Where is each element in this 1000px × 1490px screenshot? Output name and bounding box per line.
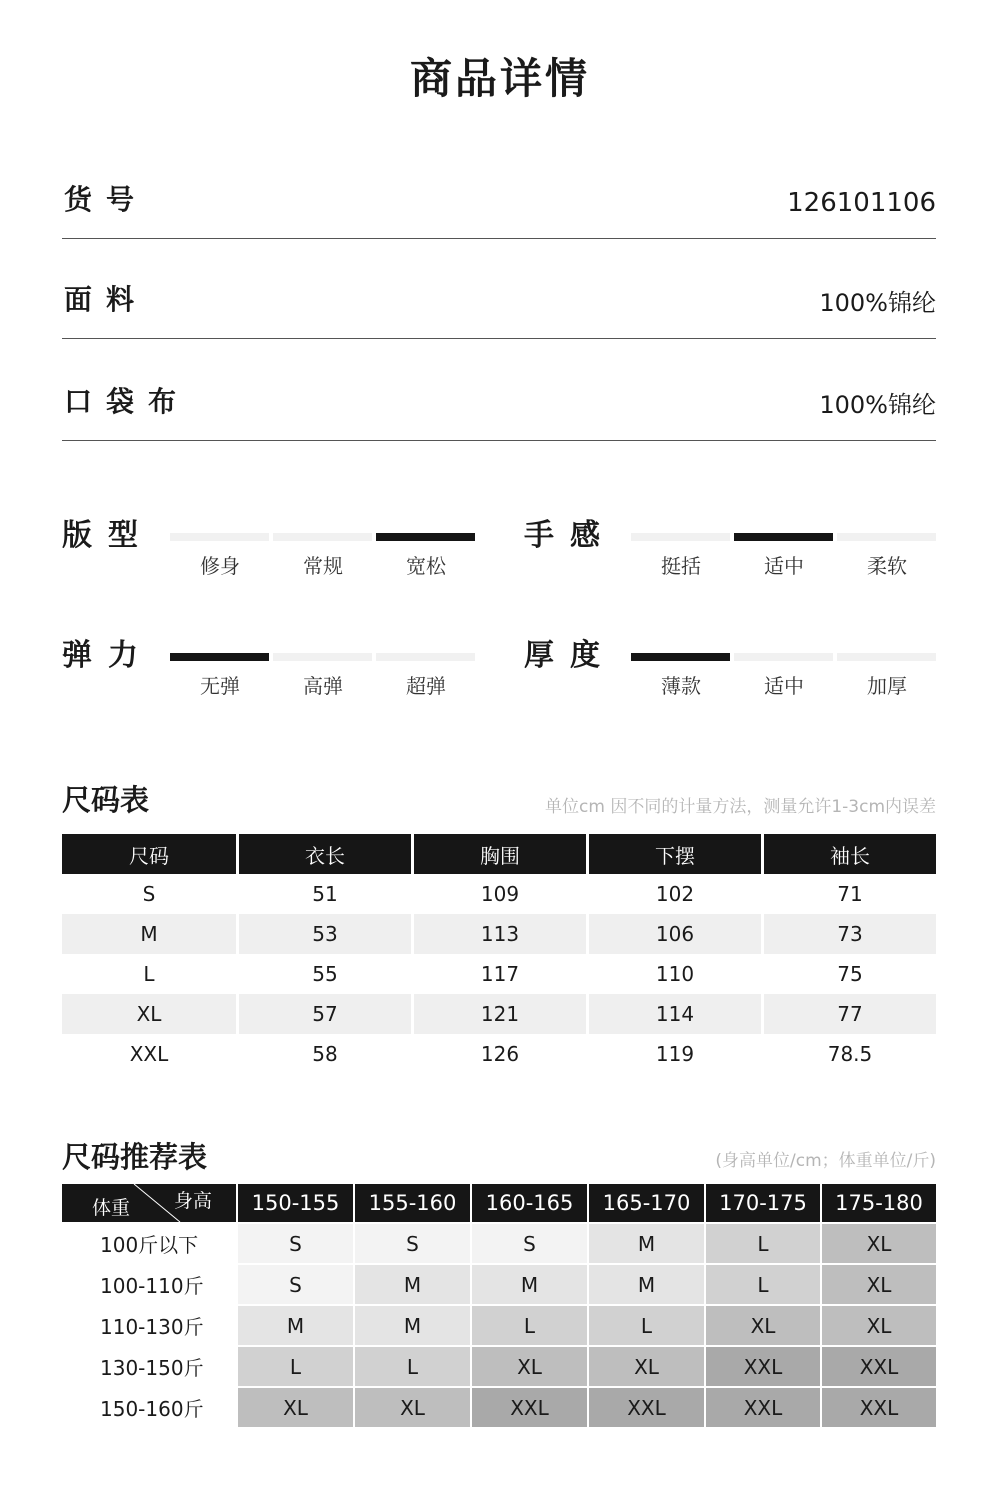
size-cell: XXL — [704, 1345, 820, 1386]
info-value: 100%锦纶 — [819, 289, 936, 317]
table-cell: XL — [62, 994, 236, 1034]
info-value: 126101106 — [787, 188, 936, 218]
table-row — [62, 1304, 936, 1345]
size-cell: M — [353, 1304, 470, 1345]
recommend-title: 尺码推荐表 — [62, 1140, 208, 1174]
size-chart-header: 胸围 — [411, 834, 586, 874]
table-row — [62, 994, 936, 1034]
attribute-option: 常规 — [303, 554, 343, 578]
size-cell: XXL — [820, 1345, 936, 1386]
size-cell: L — [470, 1304, 587, 1345]
size-cell: S — [236, 1222, 353, 1263]
attribute-scale-segment — [631, 653, 730, 661]
table-cell: 58 — [236, 1034, 411, 1074]
attribute-scale-segment — [273, 653, 372, 661]
attribute-label: 手感 — [524, 518, 616, 553]
attribute-scale-segment — [837, 533, 936, 541]
height-range-header: 175-180 — [820, 1184, 936, 1222]
weight-range-label: 130-150斤 — [62, 1345, 236, 1386]
corner-weight-label: 体重 — [92, 1197, 131, 1219]
size-chart-title: 尺码表 — [62, 783, 150, 817]
size-cell: XXL — [704, 1386, 820, 1427]
weight-range-label: 100-110斤 — [62, 1263, 236, 1304]
table-row — [62, 954, 936, 994]
size-cell: L — [353, 1345, 470, 1386]
table-cell: 78.5 — [761, 1034, 936, 1074]
size-cell: S — [470, 1222, 587, 1263]
attribute-option: 宽松 — [406, 554, 446, 578]
size-cell: L — [236, 1345, 353, 1386]
attribute-option: 高弹 — [303, 674, 343, 698]
table-cell: 53 — [236, 914, 411, 954]
attribute-option: 加厚 — [867, 674, 907, 698]
corner-header — [62, 1184, 236, 1222]
size-cell: M — [236, 1304, 353, 1345]
size-cell: XL — [820, 1222, 936, 1263]
recommend-table — [62, 1184, 936, 1427]
size-chart-header: 尺码 — [62, 834, 236, 874]
size-cell: XL — [820, 1304, 936, 1345]
height-range-header: 160-165 — [470, 1184, 587, 1222]
attribute-option: 适中 — [764, 674, 804, 698]
attribute-scale-segment — [734, 653, 833, 661]
attribute-scale-segment — [273, 533, 372, 541]
attribute-option: 薄款 — [661, 674, 701, 698]
size-chart-header: 下摆 — [586, 834, 761, 874]
table-cell: M — [62, 914, 236, 954]
size-cell: XL — [236, 1386, 353, 1427]
table-cell: 109 — [411, 874, 586, 914]
weight-range-label: 110-130斤 — [62, 1304, 236, 1345]
size-cell: M — [470, 1263, 587, 1304]
size-cell: XXL — [470, 1386, 587, 1427]
table-row — [62, 874, 936, 914]
size-cell: XL — [470, 1345, 587, 1386]
table-cell: 73 — [761, 914, 936, 954]
table-row — [62, 914, 936, 954]
weight-range-label: 150-160斤 — [62, 1386, 236, 1427]
table-row — [62, 1034, 936, 1074]
attribute-option: 无弹 — [200, 674, 240, 698]
size-cell: XXL — [587, 1386, 704, 1427]
table-cell: 77 — [761, 994, 936, 1034]
size-cell: XL — [353, 1386, 470, 1427]
size-cell: M — [587, 1263, 704, 1304]
attribute-option: 柔软 — [867, 554, 907, 578]
info-label: 面料 — [64, 283, 149, 316]
info-row-pocket-lining — [62, 340, 936, 441]
attribute-scale-segment — [837, 653, 936, 661]
size-cell: L — [587, 1304, 704, 1345]
table-cell: 121 — [411, 994, 586, 1034]
table-cell: XXL — [129, 1042, 169, 1066]
attribute-scale-segment — [376, 653, 475, 661]
size-cell: XL — [704, 1304, 820, 1345]
size-cell: M — [353, 1263, 470, 1304]
height-range-header: 165-170 — [587, 1184, 704, 1222]
size-cell: M — [587, 1222, 704, 1263]
attribute-label: 厚度 — [524, 638, 616, 673]
table-cell: 114 — [586, 994, 761, 1034]
table-cell: 57 — [236, 994, 411, 1034]
height-range-header: 155-160 — [353, 1184, 470, 1222]
table-row — [62, 1345, 936, 1386]
table-row — [62, 1222, 936, 1263]
height-range-header: 150-155 — [236, 1184, 353, 1222]
info-label: 口袋布 — [64, 385, 191, 418]
height-range-header: 170-175 — [704, 1184, 820, 1222]
table-cell: 119 — [586, 1034, 761, 1074]
size-chart-note: 单位cm 因不同的计量方法，测量允许1-3cm内误差 — [545, 797, 936, 817]
size-cell: L — [704, 1263, 820, 1304]
table-cell: 51 — [236, 874, 411, 914]
size-chart-table — [62, 834, 936, 1074]
table-cell: 106 — [586, 914, 761, 954]
size-cell: L — [704, 1222, 820, 1263]
table-cell: 102 — [586, 874, 761, 914]
attribute-scale-segment — [170, 653, 269, 661]
table-cell: 110 — [586, 954, 761, 994]
size-chart-header: 袖长 — [761, 834, 936, 874]
attribute-scale-segment — [631, 533, 730, 541]
size-cell: XL — [587, 1345, 704, 1386]
table-cell: L — [143, 962, 155, 986]
info-value: 100%锦纶 — [819, 391, 936, 419]
size-chart-header: 衣长 — [236, 834, 411, 874]
info-row-fabric — [62, 238, 936, 339]
attribute-label: 版型 — [62, 518, 154, 553]
table-row — [62, 1386, 936, 1427]
size-cell: XL — [820, 1263, 936, 1304]
table-cell: 113 — [411, 914, 586, 954]
corner-height-label: 身高 — [173, 1190, 212, 1212]
attribute-option: 超弹 — [406, 674, 446, 698]
size-cell: S — [236, 1263, 353, 1304]
weight-range-label: 100斤以下 — [62, 1222, 236, 1263]
size-cell: XXL — [820, 1386, 936, 1427]
table-cell: 75 — [761, 954, 936, 994]
table-cell: 117 — [411, 954, 586, 994]
info-row-item-number — [62, 138, 936, 239]
size-cell: S — [353, 1222, 470, 1263]
table-cell: S — [142, 882, 156, 906]
page-title: 商品详情 — [409, 54, 590, 103]
attribute-label: 弹力 — [62, 638, 154, 673]
recommend-note: (身高单位/cm；体重单位/斤) — [715, 1151, 936, 1171]
attribute-option: 挺括 — [661, 554, 701, 578]
table-cell: 126 — [411, 1034, 586, 1074]
table-cell: 71 — [761, 874, 936, 914]
attribute-scale-segment — [376, 533, 475, 541]
attribute-option: 修身 — [200, 554, 240, 578]
attribute-scale-segment — [734, 533, 833, 541]
attribute-option: 适中 — [764, 554, 804, 578]
info-label: 货号 — [64, 183, 149, 216]
table-row — [62, 1263, 936, 1304]
table-cell: 55 — [236, 954, 411, 994]
attribute-scale-segment — [170, 533, 269, 541]
